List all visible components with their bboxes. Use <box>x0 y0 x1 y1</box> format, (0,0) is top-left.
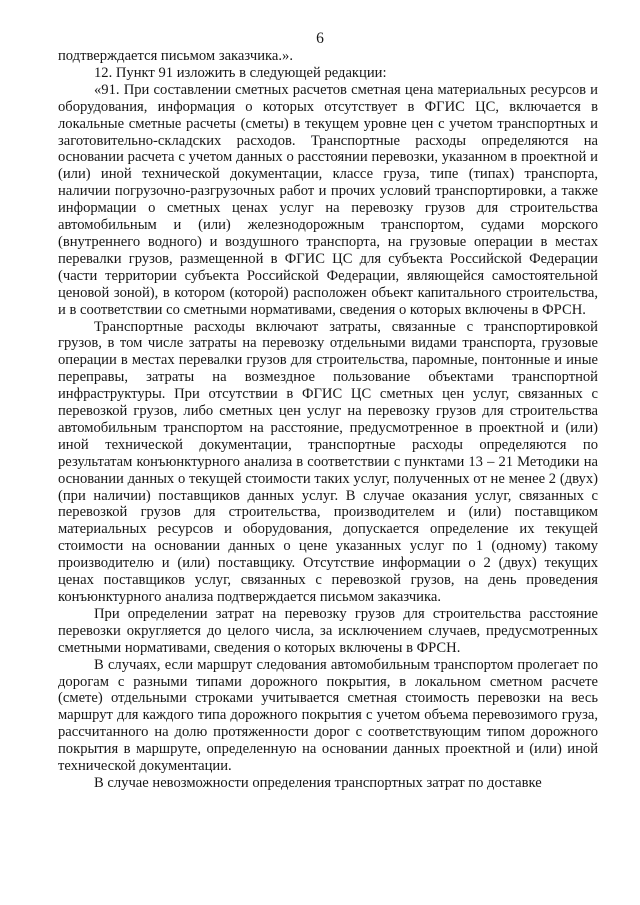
paragraph-impossibility: В случае невозможности определения транспортных затрат по доставке <box>94 774 542 791</box>
paragraph-road-surface: В случаях, если маршрут следования автомобильным транспортом пролегает по дорогам с разными типами дорожного покрытия, в локальном сметном расчете (смете) отдельными строками учитывается сметная стоимость перевозки на весь маршрут для каждого типа дорожного покрытия с учетом объема перевозимого груза, рассчитанного на долю протяженности дорог с соответствующим типом дорожного покрытия в маршруте, определенную на основании данных проектной и (или) иной технической документации. <box>58 656 598 775</box>
paragraph-distance-rounding: При определении затрат на перевозку грузов для строительства расстояние перевозки округляется до целого числа, за исключением случаев, предусмотренных сметными нормативами, сведения о которых включены в ФРСН. <box>58 605 598 656</box>
page-number: 6 <box>316 30 324 47</box>
paragraph-continuation: подтверждается письмом заказчика.». <box>58 48 293 64</box>
document-body <box>58 48 598 792</box>
paragraph-item-91: «91. При составлении сметных расчетов сметная цена материальных ресурсов и оборудования, информация о которых отсутствует в ФГИС ЦС, включается в локальные сметные расчеты (сметы) в текущем уровне цен с учетом транспортных и заготовительно-складских расходов. Транспортные расходы определяются на основании расчета с учетом данных о расстоянии перевозки, указанном в проектной и (или) иной технической документации, классе груза, типе (типах) транспорта, наличии погрузочно-разгрузочных работ и прочих условий транспортировки, а также информации о сметных ценах услуг на перевозку грузов для строительства автомобильным и (или) железнодорожным транспортом, судами морского (внутреннего водного) и воздушного транспорта, на грузовые операции в местах перевалки грузов, размещенной в ФГИС ЦС для субъекта Российской Федерации (части территории субъекта Российской Федерации, являющейся самостоятельной ценовой зоной), в котором (которой) расположен объект капитального строительства, и в соответствии со сметными нормативами, сведения о которых включены в ФРСН. <box>58 81 598 318</box>
paragraph-transport-costs: Транспортные расходы включают затраты, связанные с транспортировкой грузов, в том числе затраты на перевозку отдельными видами транспорта, грузовые операции в местах перевалки грузов для строительства, паромные, понтонные и иные переправы, затраты на возмездное пользование объектами транспортной инфраструктуры. При отсутствии в ФГИС ЦС сметных цен услуг, связанных с перевозкой грузов, либо сметных цен услуг на перевозку грузов для строительства автомобильным транспортом на расстояние, предусмотренное в проектной и (или) иной технической документации, транспортные расходы определяются по результатам конъюнктурного анализа в соответствии с пунктами 13 – 21 Методики на основании данных о текущей стоимости таких услуг, полученных от не менее 2 (двух) (при наличии) поставщиков данных услуг. В случае оказания услуг, связанных с перевозкой грузов для строительства, производителем и (или) поставщиком материальных ресурсов и оборудования, допускается определение их текущей стоимости на основании данных о цене указанных услуг по 1 (одному) такому производителю и (или) поставщику. Отсутствие информации о 2 (двух) текущих ценах поставщиков услуг, связанных с перевозкой грузов, на день проведения конъюнктурного анализа подтверждается письмом заказчика. <box>58 318 598 605</box>
paragraph-item-12: 12. Пункт 91 изложить в следующей редакции: <box>94 64 387 81</box>
